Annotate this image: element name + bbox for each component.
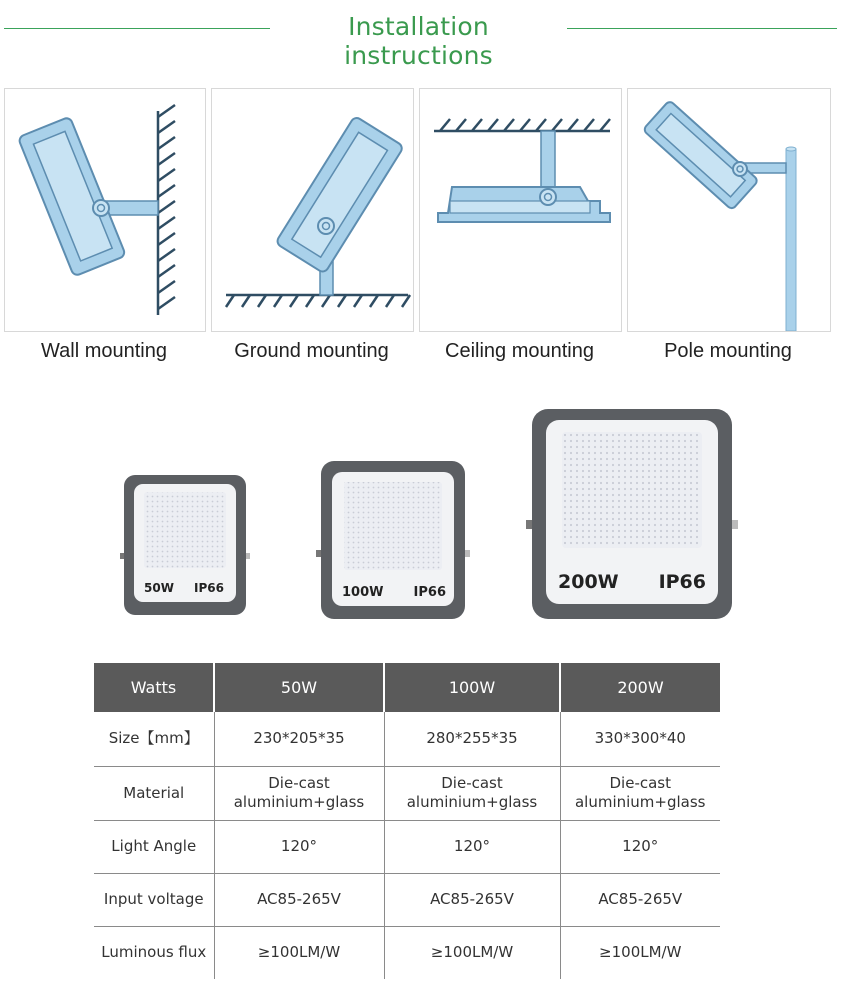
cell-angle-200w: 120° — [560, 820, 720, 873]
cell-material-200w — [560, 766, 720, 820]
cell-material-100w — [384, 766, 560, 820]
lamp-rating-label-200w: IP66 — [658, 571, 706, 593]
material-line-2: aluminium+glass — [574, 793, 706, 811]
header-100w: 100W — [384, 663, 560, 712]
material-line-1: Die-cast — [609, 774, 671, 792]
material-line-2: aluminium+glass — [406, 793, 538, 811]
caption-pole-mounting: Pole mounting — [664, 340, 792, 362]
cell-voltage-200w: AC85-265V — [560, 873, 720, 926]
floodlight-50w-image — [120, 474, 250, 616]
caption-ground-mounting: Ground mounting — [234, 340, 389, 362]
material-line-1: Die-cast — [268, 774, 330, 792]
row-label-luminous-flux: Luminous flux — [94, 926, 214, 979]
cell-size-200w: 330*300*40 — [560, 712, 720, 766]
table-row-luminous-flux — [94, 926, 720, 979]
cell-material-50w — [214, 766, 384, 820]
heading-rule-left — [4, 28, 270, 29]
row-label-light-angle: Light Angle — [94, 820, 214, 873]
ground-mount-icon — [211, 88, 414, 332]
row-label-size: Size【mm】 — [94, 712, 214, 766]
table-row-size — [94, 712, 720, 766]
floodlight-100w-image — [316, 460, 470, 620]
caption-ceiling-mounting: Ceiling mounting — [445, 340, 594, 362]
cell-angle-50w: 120° — [214, 820, 384, 873]
ceiling-mount-icon — [419, 88, 622, 332]
header-200w: 200W — [560, 663, 720, 712]
section-heading — [0, 8, 850, 70]
lamp-watt-label-50w: 50W — [144, 581, 174, 595]
material-line-1: Die-cast — [441, 774, 503, 792]
heading-rule-right — [567, 28, 837, 29]
header-50w: 50W — [214, 663, 384, 712]
table-row-input-voltage — [94, 873, 720, 926]
cell-voltage-100w: AC85-265V — [384, 873, 560, 926]
lamp-rating-label-50w: IP66 — [194, 581, 224, 595]
material-line-2: aluminium+glass — [233, 793, 365, 811]
cell-voltage-50w: AC85-265V — [214, 873, 384, 926]
lamp-rating-label-100w: IP66 — [413, 585, 446, 600]
table-row-material — [94, 766, 720, 820]
spec-table — [94, 663, 720, 979]
lamp-watt-label-200w: 200W — [558, 571, 619, 593]
cell-flux-50w: ≥100LM/W — [214, 926, 384, 979]
pole-mount-icon — [627, 88, 831, 332]
table-row-light-angle — [94, 820, 720, 873]
wall-mount-icon — [4, 88, 206, 332]
table-header-row — [94, 663, 720, 712]
row-label-material: Material — [94, 766, 214, 820]
page-title: Installation instructions — [344, 12, 493, 70]
cell-angle-100w: 120° — [384, 820, 560, 873]
header-watts: Watts — [94, 663, 214, 712]
floodlight-200w-image — [526, 408, 738, 620]
row-label-input-voltage: Input voltage — [94, 873, 214, 926]
cell-flux-100w: ≥100LM/W — [384, 926, 560, 979]
caption-wall-mounting: Wall mounting — [41, 340, 167, 362]
cell-flux-200w: ≥100LM/W — [599, 943, 682, 962]
lamp-watt-label-100w: 100W — [342, 585, 384, 600]
cell-size-100w: 280*255*35 — [384, 712, 560, 766]
cell-size-50w: 230*205*35 — [214, 712, 384, 766]
